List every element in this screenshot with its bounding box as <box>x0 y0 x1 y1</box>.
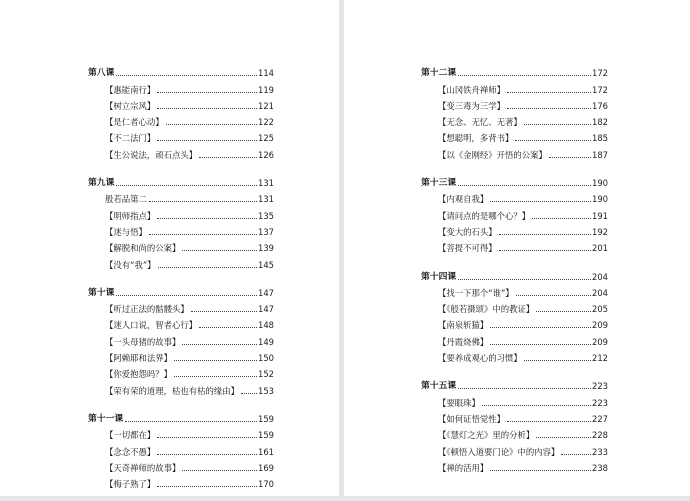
page-number: 131 <box>258 194 274 205</box>
dot-leader <box>157 108 257 109</box>
toc-entry[interactable] <box>88 457 274 473</box>
toc-entry-label: 【丹霞烧佛】 <box>438 336 489 347</box>
page-number: 209 <box>592 336 608 347</box>
toc-entry-label: 【以《金刚经》开悟的公案】 <box>438 149 547 160</box>
dot-leader <box>490 327 591 328</box>
page-number: 149 <box>258 336 274 347</box>
toc-entry[interactable] <box>421 457 608 473</box>
toc-entry-label: 【荣有荣的道理，枯也有枯的缘由】 <box>105 385 239 396</box>
page-number: 137 <box>258 226 274 237</box>
toc-entry[interactable] <box>88 473 274 489</box>
toc-entry-label: 【明师指点】 <box>105 210 156 221</box>
dot-leader <box>199 157 257 158</box>
dot-leader <box>116 185 257 186</box>
toc-section <box>421 265 608 363</box>
chapter-entry[interactable] <box>421 172 608 188</box>
toc-entry[interactable] <box>88 221 274 237</box>
page-number: 119 <box>258 84 274 95</box>
toc-entry-label: 【无念、无忆、无著】 <box>438 117 522 128</box>
toc-entry-label: 【请问点的是哪个心？】 <box>438 210 531 221</box>
toc-section <box>88 172 274 270</box>
left-page <box>0 0 339 496</box>
toc-entry[interactable] <box>421 330 608 346</box>
page-number: 159 <box>258 413 274 424</box>
dot-leader <box>499 234 591 235</box>
page-number: 135 <box>258 210 274 221</box>
dot-leader <box>174 376 257 377</box>
dot-leader <box>149 234 257 235</box>
dot-leader <box>166 124 257 125</box>
toc-entry[interactable] <box>88 188 274 204</box>
toc-entry[interactable] <box>421 282 608 298</box>
toc-entry-label: 【迷人口说，智者心行】 <box>105 320 198 331</box>
toc-section <box>421 172 608 253</box>
chapter-entry-label: 第十四课 <box>421 271 457 282</box>
page-number: 204 <box>592 271 608 282</box>
dot-leader <box>157 218 257 219</box>
page-number: 153 <box>258 385 274 396</box>
toc-entry[interactable] <box>88 95 274 111</box>
dot-leader <box>116 75 257 76</box>
chapter-entry[interactable] <box>88 408 274 424</box>
toc-section <box>88 408 274 489</box>
page-number: 161 <box>258 446 274 457</box>
toc-entry-label: 【阿赖耶和法界】 <box>105 353 172 364</box>
dot-leader <box>490 201 591 202</box>
chapter-entry-label: 第十课 <box>88 287 115 298</box>
toc-entry-label: 【要养成观心的习惯】 <box>438 353 522 364</box>
toc-entry-label: 【解脱和尚的公案】 <box>105 243 181 254</box>
toc-entry-label: 【如何证悟觉性】 <box>438 413 505 424</box>
dot-leader <box>157 92 257 93</box>
page-number: 212 <box>592 353 608 364</box>
toc-entry[interactable] <box>421 347 608 363</box>
toc-entry-label: 【惠能南行】 <box>105 84 156 95</box>
dot-leader <box>157 486 257 487</box>
chapter-entry[interactable] <box>88 282 274 298</box>
toc-entry[interactable] <box>88 78 274 94</box>
page-number: 228 <box>592 430 608 441</box>
table-of-contents-right <box>421 62 608 485</box>
dot-leader <box>157 140 257 141</box>
toc-entry-label: 【变三毒为三学】 <box>438 100 505 111</box>
page-number: 190 <box>592 194 608 205</box>
dot-leader <box>241 393 257 394</box>
dot-leader <box>515 140 591 141</box>
toc-entry-label: 【听过正法的骷髅头】 <box>105 304 189 315</box>
dot-leader <box>158 267 257 268</box>
toc-entry-label: 【是仁者心动】 <box>105 117 164 128</box>
toc-entry[interactable] <box>421 314 608 330</box>
dot-leader <box>174 360 257 361</box>
page-number: 172 <box>592 84 608 95</box>
dot-leader <box>507 108 591 109</box>
dot-leader <box>524 124 591 125</box>
toc-entry-label: 【一头母猪的故事】 <box>105 336 181 347</box>
toc-section <box>88 62 274 160</box>
toc-entry[interactable] <box>421 408 608 424</box>
dot-leader <box>561 454 591 455</box>
toc-section <box>88 282 274 396</box>
toc-entry[interactable] <box>421 440 608 456</box>
page-number: 122 <box>258 117 274 128</box>
chapter-entry[interactable] <box>88 62 274 78</box>
dot-leader <box>458 185 591 186</box>
page-number: 139 <box>258 243 274 254</box>
page-number: 209 <box>592 320 608 331</box>
toc-entry[interactable] <box>421 95 608 111</box>
toc-entry[interactable] <box>88 111 274 127</box>
page-number: 201 <box>592 243 608 254</box>
dot-leader <box>458 279 591 280</box>
dot-leader <box>532 218 591 219</box>
toc-entry-label: 【生公说法，顽石点头】 <box>105 149 198 160</box>
toc-entry[interactable] <box>88 253 274 269</box>
toc-entry[interactable] <box>421 298 608 314</box>
page-number: 187 <box>592 149 608 160</box>
dot-leader <box>157 437 257 438</box>
toc-entry-label: 【《般若摄颂》中的教证】 <box>438 304 535 315</box>
toc-entry-label: 【一切都在】 <box>105 430 156 441</box>
page-number: 147 <box>258 304 274 315</box>
dot-leader <box>199 327 257 328</box>
page-number: 114 <box>258 68 274 79</box>
page-number: 125 <box>258 133 274 144</box>
toc-entry-label: 般若品第二 <box>105 194 147 205</box>
dot-leader <box>536 311 591 312</box>
dot-leader <box>516 295 591 296</box>
toc-entry[interactable] <box>421 78 608 94</box>
toc-entry[interactable] <box>88 298 274 314</box>
page-number: 176 <box>592 100 608 111</box>
page-number: 205 <box>592 304 608 315</box>
toc-entry[interactable] <box>88 330 274 346</box>
toc-entry[interactable] <box>88 143 274 159</box>
toc-entry[interactable] <box>421 143 608 159</box>
dot-leader <box>116 295 257 296</box>
toc-entry[interactable] <box>421 221 608 237</box>
page-number: 152 <box>258 369 274 380</box>
page-number: 233 <box>592 446 608 457</box>
toc-entry[interactable] <box>421 391 608 407</box>
dot-leader <box>507 92 591 93</box>
toc-entry-label: 【想聪明，多背书】 <box>438 133 514 144</box>
page-number: 238 <box>592 462 608 473</box>
page-number: 227 <box>592 413 608 424</box>
toc-entry-label: 【南泉斩猫】 <box>438 320 489 331</box>
page-number: 190 <box>592 178 608 189</box>
toc-entry-label: 【没有“我”】 <box>105 259 156 270</box>
toc-entry[interactable] <box>88 379 274 395</box>
dot-leader <box>482 405 591 406</box>
page-number: 192 <box>592 226 608 237</box>
toc-entry-label: 【《慧灯之光》里的分析】 <box>438 430 535 441</box>
right-page <box>344 0 690 496</box>
toc-entry-label: 【山冈铁舟禅师】 <box>438 84 505 95</box>
toc-entry-label: 【念念不愚】 <box>105 446 156 457</box>
toc-entry[interactable] <box>88 127 274 143</box>
chapter-entry[interactable] <box>421 375 608 391</box>
toc-entry[interactable] <box>88 237 274 253</box>
toc-entry[interactable] <box>88 424 274 440</box>
toc-entry-label: 【内观自我】 <box>438 194 489 205</box>
toc-entry-label: 【《顿悟入道要门论》中的内容】 <box>438 446 560 457</box>
dot-leader <box>157 454 257 455</box>
toc-entry-label: 【树立宗风】 <box>105 100 156 111</box>
chapter-entry-label: 第十三课 <box>421 178 457 189</box>
toc-entry[interactable] <box>88 204 274 220</box>
page-number: 148 <box>258 320 274 331</box>
page-number: 170 <box>258 479 274 490</box>
page-number: 185 <box>592 133 608 144</box>
dot-leader <box>490 344 591 345</box>
dot-leader <box>191 311 257 312</box>
chapter-entry-label: 第十一课 <box>88 413 124 424</box>
dot-leader <box>549 157 591 158</box>
chapter-entry-label: 第八课 <box>88 68 115 79</box>
chapter-entry[interactable] <box>421 62 608 78</box>
page-number: 182 <box>592 117 608 128</box>
page-number: 121 <box>258 100 274 111</box>
page-number: 172 <box>592 68 608 79</box>
page-number: 169 <box>258 462 274 473</box>
chapter-entry-label: 第十二课 <box>421 68 457 79</box>
page-number: 204 <box>592 287 608 298</box>
page-number: 147 <box>258 287 274 298</box>
dot-leader <box>182 344 257 345</box>
page-number: 150 <box>258 353 274 364</box>
dot-leader <box>536 437 591 438</box>
toc-entry-label: 【梅子熟了】 <box>105 479 156 490</box>
page-number: 145 <box>258 259 274 270</box>
page-number: 223 <box>592 397 608 408</box>
toc-entry[interactable] <box>421 111 608 127</box>
toc-entry-label: 【禅的活用】 <box>438 462 489 473</box>
toc-entry[interactable] <box>88 363 274 379</box>
toc-entry[interactable] <box>421 204 608 220</box>
toc-entry-label: 【菩提不可得】 <box>438 243 497 254</box>
toc-entry[interactable] <box>88 440 274 456</box>
dot-leader <box>458 75 591 76</box>
page-number: 159 <box>258 430 274 441</box>
toc-entry-label: 【天奇禅师的故事】 <box>105 462 181 473</box>
toc-entry[interactable] <box>421 127 608 143</box>
toc-entry-label: 【迷与悟】 <box>105 226 147 237</box>
chapter-entry-label: 第十五课 <box>421 381 457 392</box>
chapter-entry-label: 第九课 <box>88 178 115 189</box>
chapter-entry[interactable] <box>88 172 274 188</box>
toc-entry-label: 【变大的石头】 <box>438 226 497 237</box>
table-of-contents-left <box>88 62 274 501</box>
toc-section <box>421 375 608 473</box>
dot-leader <box>507 421 591 422</box>
chapter-entry[interactable] <box>421 265 608 281</box>
dot-leader <box>125 421 257 422</box>
page-number: 191 <box>592 210 608 221</box>
toc-section <box>421 62 608 160</box>
toc-entry-label: 【你爱抱怨吗？】 <box>105 369 172 380</box>
toc-entry[interactable] <box>88 347 274 363</box>
page-number: 223 <box>592 381 608 392</box>
dot-leader <box>499 250 591 251</box>
dot-leader <box>182 250 257 251</box>
toc-entry-label: 【不二法门】 <box>105 133 156 144</box>
page-number: 131 <box>258 178 274 189</box>
toc-entry[interactable] <box>421 424 608 440</box>
dot-leader <box>458 388 591 389</box>
dot-leader <box>524 360 591 361</box>
dot-leader <box>490 470 591 471</box>
page-number: 126 <box>258 149 274 160</box>
toc-entry[interactable] <box>88 314 274 330</box>
toc-entry[interactable] <box>421 237 608 253</box>
toc-entry-label: 【要眼珠】 <box>438 397 480 408</box>
toc-entry-label: 【找一下那个“谁”】 <box>438 287 514 298</box>
dot-leader <box>149 201 257 202</box>
dot-leader <box>182 470 257 471</box>
toc-entry[interactable] <box>421 188 608 204</box>
